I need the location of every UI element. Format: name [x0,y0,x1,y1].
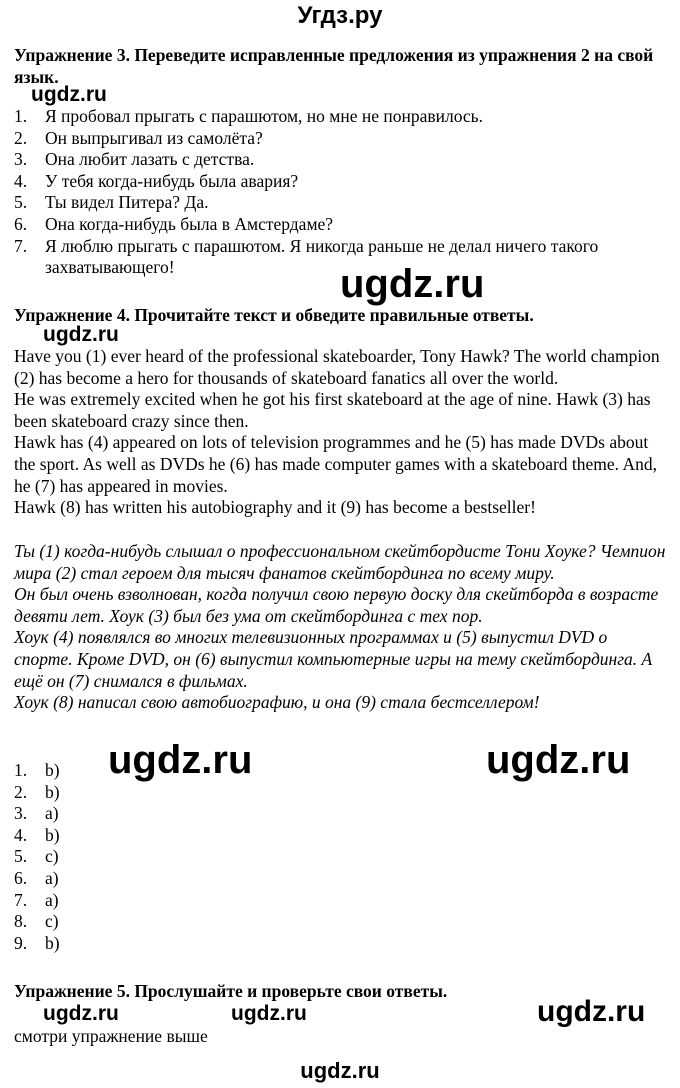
watermark: ugdz.ru [537,995,646,1028]
list-item: 2. Он выпрыгивал из самолёта? [14,127,263,148]
list-item: 7. a) [14,889,59,910]
watermark: ugdz.ru [340,262,485,306]
list-item: 1. Я пробовал прыгать с парашютом, но мне не понравилось. [14,106,484,126]
paragraph: Have you (1) ever heard of the professional skateboarder, Tony Hawk? The world champion (2) has become a hero for thousands of skateboard fanatics all over the world. [14,346,660,388]
list-item: 7. Я люблю прыгать с парашютом. Я никогда раньше не делал ничего такого захватывающего! [14,235,599,278]
paragraph: Хоук (4) появлялся во многих телевизионных программах и (5) выпустил DVD о спорте. Кроме DVD, он (6) выпустил компьютерные игры на тему скейтбординга. А ещё он (7) снимался в фильмах. [14,627,653,691]
exercise-3-list [14,106,670,279]
paragraph: Он был очень взволнован, когда получил свою первую доску для скейтборда в возрасте девяти лет. Хоук (3) был без ума от скейтбординга с тех пор. [14,584,659,626]
list-item: 2. b) [14,781,60,802]
exercise-5-answer: смотри упражнение выше [14,1026,208,1046]
list-item: 6. a) [14,867,59,888]
exercise-4-heading: Упражнение 4. Прочитайте текст и обведите правильные ответы. [14,305,534,325]
list-item: 3. Она любит лазать с детства. [14,149,255,170]
paragraph: Ты (1) когда-нибудь слышал о профессиональном скейтбордисте Тони Хоуке? Чемпион мира (2) стал героем для тысяч фанатов скейтбординга по всему миру. [14,541,666,583]
answers-list [14,760,214,954]
exercise-3-heading: Упражнение 3. Переведите исправленные предложения из упражнения 2 на свой язык. [14,45,654,87]
list-item: 5. Ты видел Питера? Да. [14,192,209,213]
list-item: 5. c) [14,846,59,867]
list-item: 4. У тебя когда-нибудь была авария? [14,170,299,191]
list-item: 6. Она когда-нибудь была в Амстердаме? [14,213,334,234]
list-item: 1. b) [14,760,60,780]
watermark: ugdz.ru [43,1002,119,1025]
watermark: ugdz.ru [43,323,119,346]
watermark: ugdz.ru [31,83,107,106]
site-title: Угдз.ру [297,2,383,29]
watermark: ugdz.ru [486,738,631,782]
paragraph: Хоук (8) написал свою автобиографию, и она (9) стала бестселлером! [14,692,540,713]
exercise-5-heading: Упражнение 5. Прослушайте и проверьте свои ответы. [14,981,448,1001]
paragraph: He was extremely excited when he got his first skateboard at the age of nine. Hawk (3) has been skateboard crazy since then. [14,389,651,431]
russian-translation [14,541,668,714]
paragraph: Hawk has (4) appeared on lots of television programmes and he (5) has made DVDs about the sport. As well as DVDs he (6) has made computer games with a skateboard theme. And, he (7) has appeared in movies. [14,432,657,496]
list-item: 9. b) [14,932,60,953]
english-text [14,346,668,519]
watermark: ugdz.ru [231,1002,307,1025]
footer-watermark: ugdz.ru [300,1058,380,1083]
watermark: ugdz.ru [108,738,253,782]
list-item: 3. a) [14,803,59,824]
list-item: 4. b) [14,824,60,845]
list-item: 8. c) [14,911,59,932]
paragraph: Hawk (8) has written his autobiography and it (9) has become a bestseller! [14,497,536,518]
